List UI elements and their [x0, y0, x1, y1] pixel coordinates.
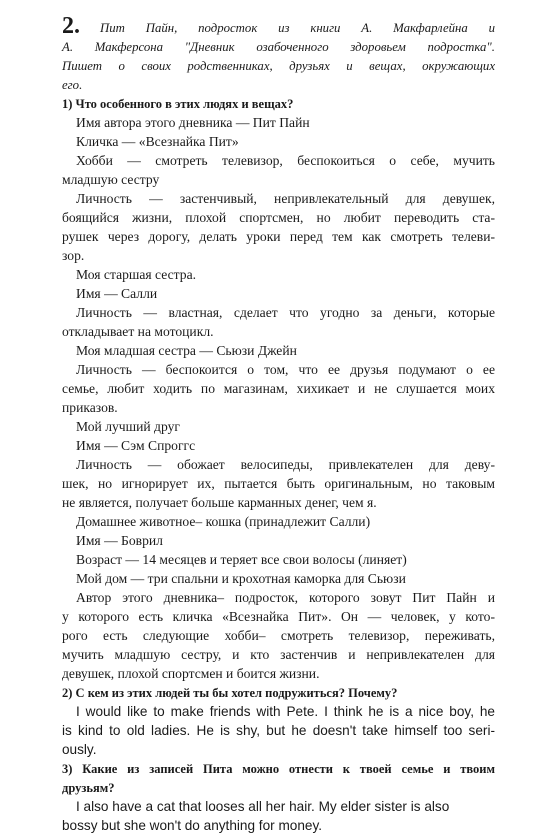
answer-line: девушек, плохой спортсмен и боится жизни. [62, 666, 320, 681]
answer-line: Мой дом — три спальни и крохотная каморка для Сьюзи [76, 571, 406, 586]
question-3-heading: 3) Какие из записей Пита можно отнести к твоей семье и твоим [62, 762, 495, 776]
answer-line: Личность — обожает велосипеды, привлекателен для деву- [76, 457, 495, 472]
intro-line-3: Пишет о своих родственниках, друзьях и вещах, окружающих [62, 59, 495, 73]
answer-line: is kind to old ladies. He is shy, but he doesn't take himself too seri- [62, 723, 495, 738]
answer-line: Имя — Салли [76, 286, 158, 301]
answer-line: Мой лучший друг [76, 419, 180, 434]
answer-line: Хобби — смотреть телевизор, беспокоиться о себе, мучить [76, 153, 495, 168]
answer-line: мучить младшую сестру, и кто застенчив и непривлекателен для [62, 647, 495, 662]
answer-line: Личность — властная, сделает что угодно за деньги, которые [76, 305, 495, 320]
answer-line: рого есть следующие хобби– смотреть телевизор, переживать, [62, 628, 495, 643]
answer-line: не является, получает больше карманных денег, чем я. [62, 495, 377, 510]
answer-line: у которого есть кличка «Всезнайка Пит». Он — человек, у кото- [62, 609, 495, 624]
question-3-heading-cont: друзьям? [62, 781, 115, 795]
answer-line: младшую сестру [62, 172, 160, 187]
question-1-heading: 1) Что особенного в этих людях и вещах? [62, 97, 294, 111]
answer-line: Домашнее животное– кошка (принадлежит Салли) [76, 514, 371, 529]
task-number: 2. [62, 13, 80, 39]
answer-line: Имя автора этого дневника — Пит Пайн [76, 115, 310, 130]
answer-line: шек, но игнорирует их, пытается быть оригинальным, но таковым [62, 476, 495, 491]
answer-line: рушек через дорогу, делать уроки перед тем как смотреть телеви- [62, 229, 495, 244]
answer-line: bossy but she won't do anything for money. [62, 818, 323, 833]
answer-line: I also have a cat that looses all her hair. My elder sister is also [76, 799, 450, 814]
answer-line: Возраст — 14 месяцев и теряет все свои волосы (линяет) [76, 552, 407, 567]
answer-line: боящийся жизни, плохой спортсмен, но любит переводить ста- [62, 210, 495, 225]
answer-line: Моя старшая сестра. [76, 267, 197, 282]
answer-line: Автор этого дневника– подросток, которого зовут Пит Пайн и [76, 590, 495, 605]
answer-line: Личность — беспокоится о том, что ее друзья подумают о ее [76, 362, 495, 377]
question-2-heading: 2) С кем из этих людей ты бы хотел подружиться? Почему? [62, 686, 398, 700]
intro-line-1: Пит Пайн, подросток из книги А. Макфарлейна и [100, 21, 495, 35]
intro-line-2: А. Макферсона "Дневник озабоченного здоровьем подростка". [62, 40, 495, 54]
answer-line: Имя — Сэм Спроггс [76, 438, 196, 453]
answer-line: Кличка — «Всезнайка Пит» [76, 134, 239, 149]
intro-line-4: его. [62, 78, 83, 92]
answer-line: приказов. [62, 400, 118, 415]
answer-line: ously. [62, 742, 97, 757]
answer-line: Личность — застенчивый, непривлекательный для девушек, [76, 191, 495, 206]
answer-line: Имя — Боврил [76, 533, 163, 548]
answer-line: откладывает на мотоцикл. [62, 324, 214, 339]
answer-line: Моя младшая сестра — Сьюзи Джейн [76, 343, 297, 358]
answer-line: I would like to make friends with Pete. I think he is a nice boy, he [76, 704, 495, 719]
answer-line: семье, любит ходить по магазинам, хихикает и не слушается моих [62, 381, 495, 396]
answer-line: зор. [62, 248, 85, 263]
